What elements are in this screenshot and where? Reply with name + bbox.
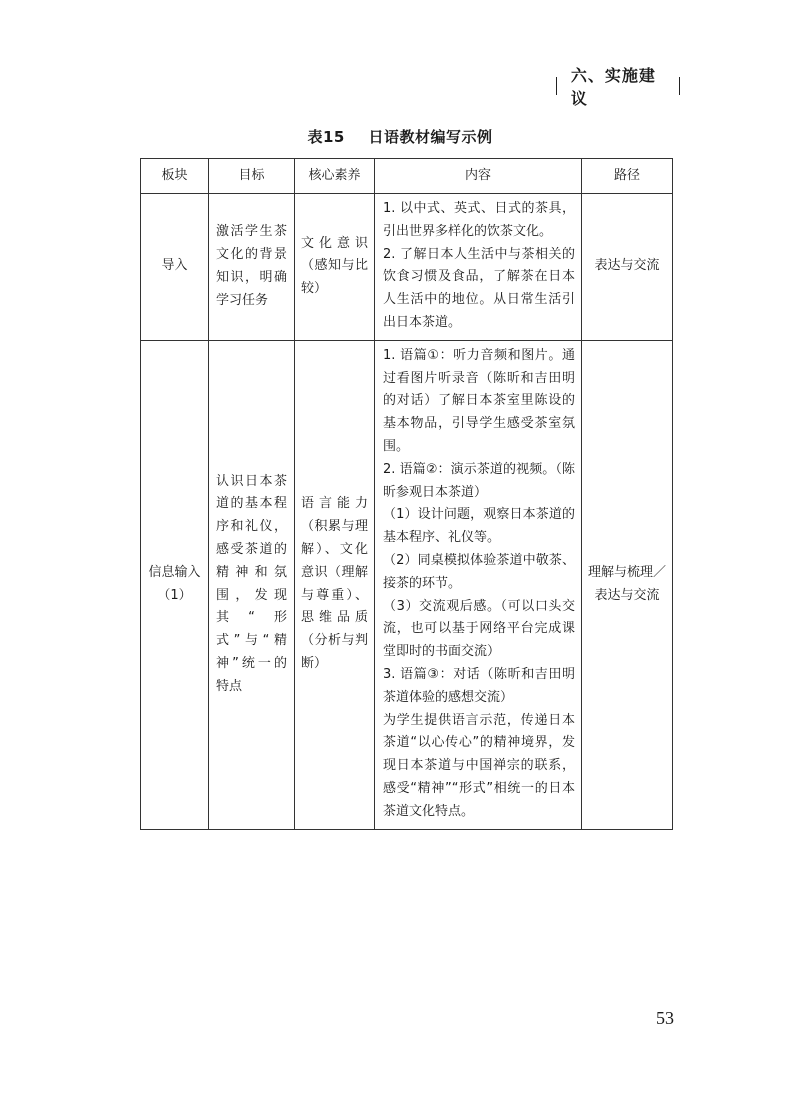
goal-cell: 激活学生茶文化的背景知识，明确学习任务 (209, 194, 295, 341)
content-cell (375, 194, 582, 341)
running-header (556, 66, 680, 108)
competency-cell: 语言能力（积累与理解）、文化意识（理解与尊重）、思维品质（分析与判断） (295, 340, 375, 829)
header-right-rule (679, 77, 680, 95)
competency-cell: 文化意识（感知与比较） (295, 194, 375, 341)
content-line: 3. 语篇③：对话（陈昕和吉田明茶道体验的感想交流） (383, 666, 575, 705)
table-row (141, 194, 673, 341)
content-line: 2. 语篇②：演示茶道的视频。（陈昕参观日本茶道） (383, 461, 575, 500)
textbook-example-table (140, 158, 673, 830)
content-line: 1. 以中式、英式、日式的茶具，引出世界多样化的饮茶文化。 (383, 201, 575, 239)
table-header-row (141, 159, 673, 194)
content-line: 1. 语篇①：听力音频和图片。通过看图片听录音（陈昕和吉田明的对话）了解日本茶室里陈设的基本物品，引导学生感受茶室氛围。 (383, 347, 575, 454)
path-cell: 理解与梳理／表达与交流 (582, 340, 673, 829)
content-line: 为学生提供语言示范，传递日本茶道“以心传心”的精神境界，发现日本茶道与中国禅宗的联系，感受“精神”“形式”相统一的日本茶道文化特点。 (383, 712, 575, 819)
content-line: （3）交流观后感。（可以口头交流，也可以基于网络平台完成课堂即时的书面交流） (383, 598, 575, 660)
page-number: 53 (656, 1008, 674, 1028)
content-line: （1）设计问题，观察日本茶道的基本程序、礼仪等。 (383, 507, 575, 546)
goal-cell: 认识日本茶道的基本程序和礼仪，感受茶道的精神和氛围，发现其“形式”与“精神”统一的特点 (209, 340, 295, 829)
column-header-content: 内容 (375, 159, 582, 194)
running-header-text: 六、实施建议 (570, 66, 656, 108)
column-header-path: 路径 (582, 159, 673, 194)
section-cell: 信息输入（1） (141, 340, 209, 829)
table-number: 表15 (307, 128, 345, 146)
table-title: 日语教材编写示例 (368, 128, 493, 146)
content-line: 2. 了解日本人生活中与茶相关的饮食习惯及食品，了解茶在日本人生活中的地位。从日常生活引出日本茶道。 (383, 246, 575, 330)
column-header-section: 板块 (141, 159, 209, 194)
content-line: （2）同桌模拟体验茶道中敬茶、接茶的环节。 (383, 552, 575, 591)
column-header-goal: 目标 (209, 159, 295, 194)
table-caption (0, 126, 800, 147)
column-header-competency: 核心素养 (295, 159, 375, 194)
path-cell: 表达与交流 (582, 194, 673, 341)
section-cell: 导入 (141, 194, 209, 341)
table-row (141, 340, 673, 829)
content-cell (375, 340, 582, 829)
